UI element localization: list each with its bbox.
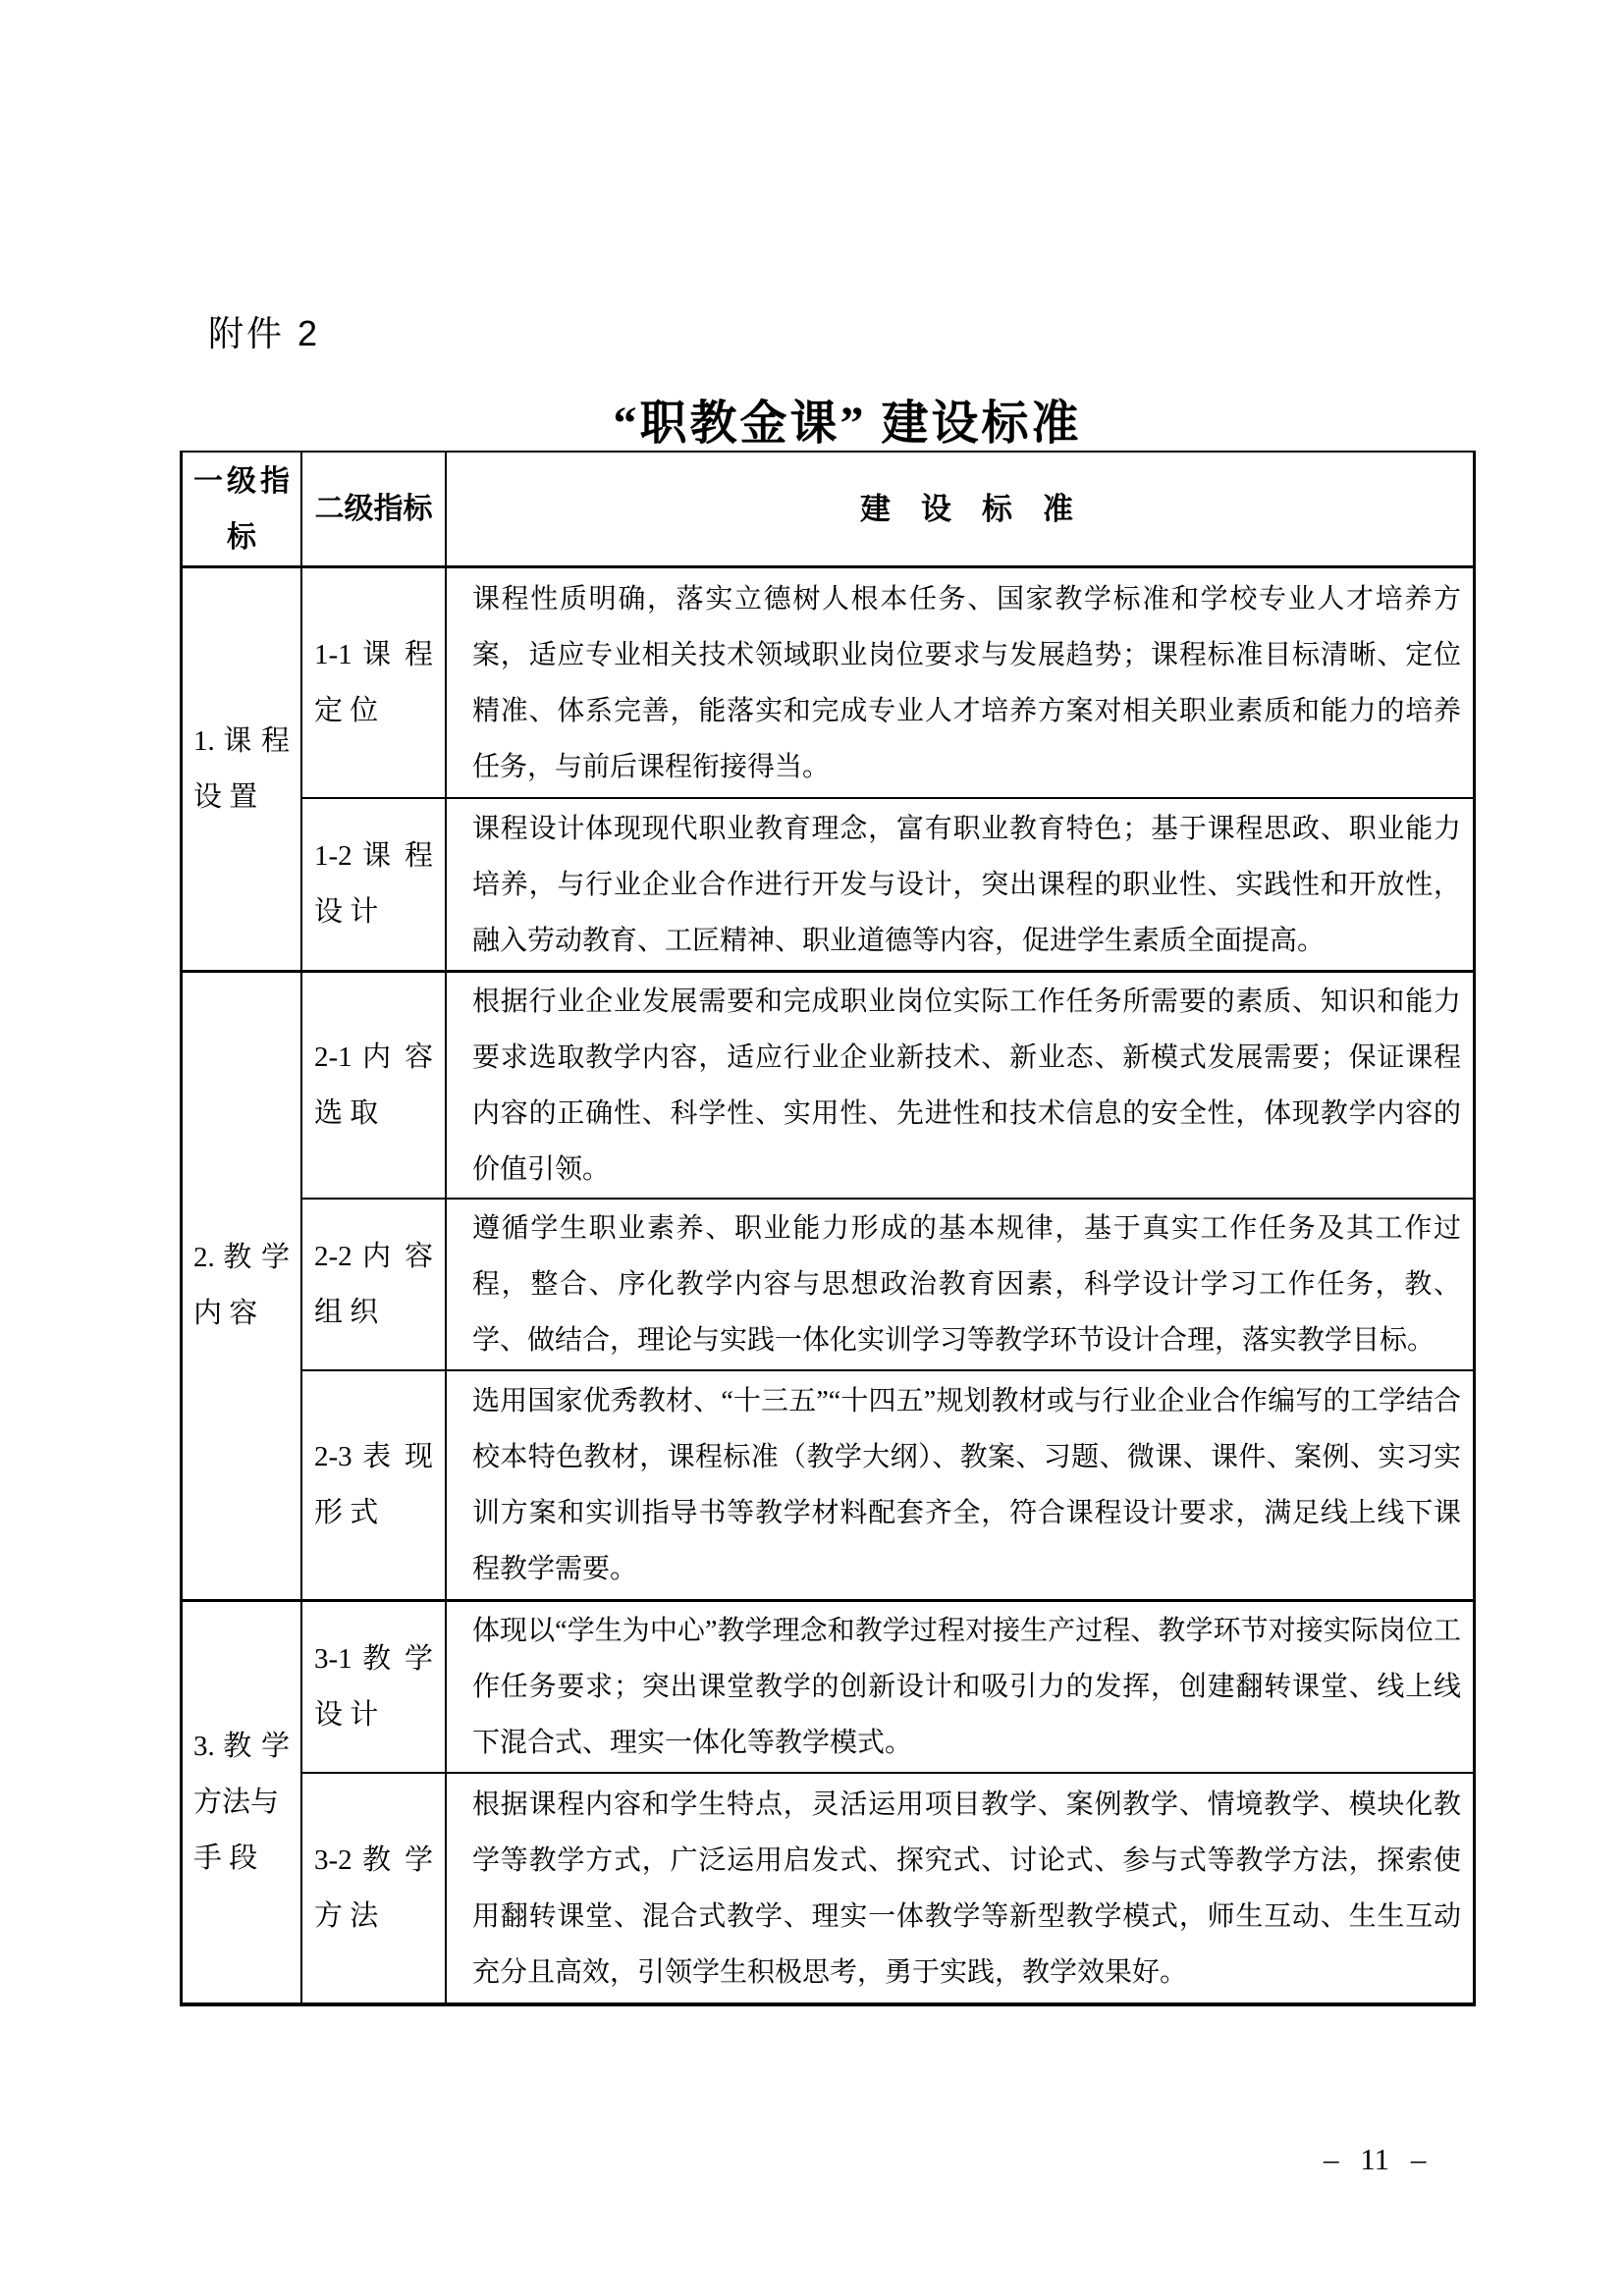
header-level1-indicator — [183, 453, 302, 568]
row-2-2-label-line2: 组 织 — [314, 1296, 379, 1328]
header-level2-label: 二级指标 — [314, 493, 433, 525]
row-1-1-label — [302, 568, 447, 799]
row-1-2-label-line2: 设 计 — [314, 896, 379, 928]
row-2-2-label — [302, 1200, 447, 1371]
row-3-2-label — [302, 1774, 447, 2002]
section-1-title — [183, 568, 302, 973]
row-3-1-label — [302, 1602, 447, 1774]
section-2-title-line2: 内 容 — [193, 1298, 258, 1329]
row-1-1-label-line1: 1-1 课 程 — [314, 638, 433, 670]
header-level2-indicator — [302, 453, 447, 568]
row-2-2-standard — [447, 1200, 1473, 1371]
row-1-1-standard — [447, 568, 1473, 799]
row-1-1-standard-text: 课程性质明确，落实立德树人根本任务、国家教学标准和学校专业人才培养方案，适应专业相关技术领域职业岗位要求与发展趋势；课程标准目标清晰、定位精准、体系完善，能落实和完成专业人才培养方案对相关职业素质和能力的培养任务，与前后课程衔接得当。 — [472, 583, 1461, 782]
row-2-1-label-line2: 选 取 — [314, 1096, 379, 1129]
row-3-2-label-line2: 方 法 — [314, 1899, 379, 1932]
section-1-title-line1: 1. 课 程 — [193, 724, 290, 757]
row-3-1-label-line1: 3-1 教 学 — [314, 1642, 433, 1675]
standards-table — [180, 451, 1476, 2006]
row-2-3-label-line2: 形 式 — [314, 1497, 379, 1528]
row-1-2-label — [302, 799, 447, 973]
section-3-title-line2: 方法与 — [193, 1786, 280, 1818]
row-2-1-label — [302, 973, 447, 1200]
row-3-1-label-line2: 设 计 — [314, 1698, 379, 1731]
document-title: “职教金课” 建设标准 — [613, 398, 1082, 450]
page-number: – 11 – — [1324, 2142, 1427, 2176]
row-3-2-standard-text: 根据课程内容和学生特点，灵活运用项目教学、案例教学、情境教学、模块化教学等教学方式，广泛运用启发式、探究式、讨论式、参与式等教学方法，探索使用翻转课堂、混合式教学、理实一体教学等新型教学模式，师生互动、生生互动充分且高效，引领学生积极思考，勇于实践，教学效果好。 — [472, 1789, 1461, 1988]
row-3-2-label-line1: 3-2 教 学 — [314, 1843, 433, 1876]
header-standard — [447, 453, 1473, 568]
row-3-2-standard — [447, 1774, 1473, 2002]
header-level1-line1: 一级指 — [193, 464, 290, 498]
row-1-2-label-line1: 1-2 课 程 — [314, 840, 433, 872]
section-3-title — [183, 1602, 302, 2002]
section-2-title-line1: 2. 教 学 — [193, 1242, 290, 1273]
row-1-2-standard — [447, 799, 1473, 973]
header-level1-line2: 标 — [227, 520, 256, 554]
header-standard-label: 建 设 标 准 — [860, 492, 1073, 526]
section-3-title-line3: 手 段 — [193, 1842, 258, 1874]
row-1-1-label-line2: 定 位 — [314, 694, 379, 726]
row-2-3-standard-text: 选用国家优秀教材、“十三五”“十四五”规划教材或与行业企业合作编写的工学结合校本特色教材，课程标准（教学大纲）、教案、习题、微课、课件、案例、实习实训方案和实训指导书等教学材料配套齐全，符合课程设计要求，满足线上线下课程教学需要。 — [472, 1386, 1461, 1584]
row-2-2-standard-text: 遵循学生职业素养、职业能力形成的基本规律，基于真实工作任务及其工作过程，整合、序化教学内容与思想政治教育因素，科学设计学习工作任务，教、学、做结合，理论与实践一体化实训学习等教学环节设计合理，落实教学目标。 — [472, 1213, 1461, 1356]
row-2-1-label-line1: 2-1 内 容 — [314, 1041, 433, 1073]
section-3-title-line1: 3. 教 学 — [193, 1730, 290, 1762]
section-1-title-line2: 设 置 — [193, 780, 258, 813]
row-2-1-standard-text: 根据行业企业发展需要和完成职业岗位实际工作任务所需要的素质、知识和能力要求选取教学内容，适应行业企业新技术、新业态、新模式发展需要；保证课程内容的正确性、科学性、实用性、先进性和技术信息的安全性，体现教学内容的价值引领。 — [472, 986, 1461, 1185]
row-2-3-label — [302, 1371, 447, 1602]
row-2-3-label-line1: 2-3 表 现 — [314, 1441, 433, 1472]
attachment-label: 附件 2 — [208, 313, 321, 353]
row-2-3-standard — [447, 1371, 1473, 1602]
row-3-1-standard-text: 体现以“学生为中心”教学理念和教学过程对接生产过程、教学环节对接实际岗位工作任务要求；突出课堂教学的创新设计和吸引力的发挥，创建翻转课堂、线上线下混合式、理实一体化等教学模式。 — [472, 1616, 1461, 1758]
row-1-2-standard-text: 课程设计体现现代职业教育理念，富有职业教育特色；基于课程思政、职业能力培养，与行业企业合作进行开发与设计，突出课程的职业性、实践性和开放性，融入劳动教育、工匠精神、职业道德等内容，促进学生素质全面提高。 — [472, 813, 1461, 956]
row-2-1-standard — [447, 973, 1473, 1200]
row-2-2-label-line1: 2-2 内 容 — [314, 1240, 433, 1272]
row-3-1-standard — [447, 1602, 1473, 1774]
section-2-title — [183, 973, 302, 1602]
